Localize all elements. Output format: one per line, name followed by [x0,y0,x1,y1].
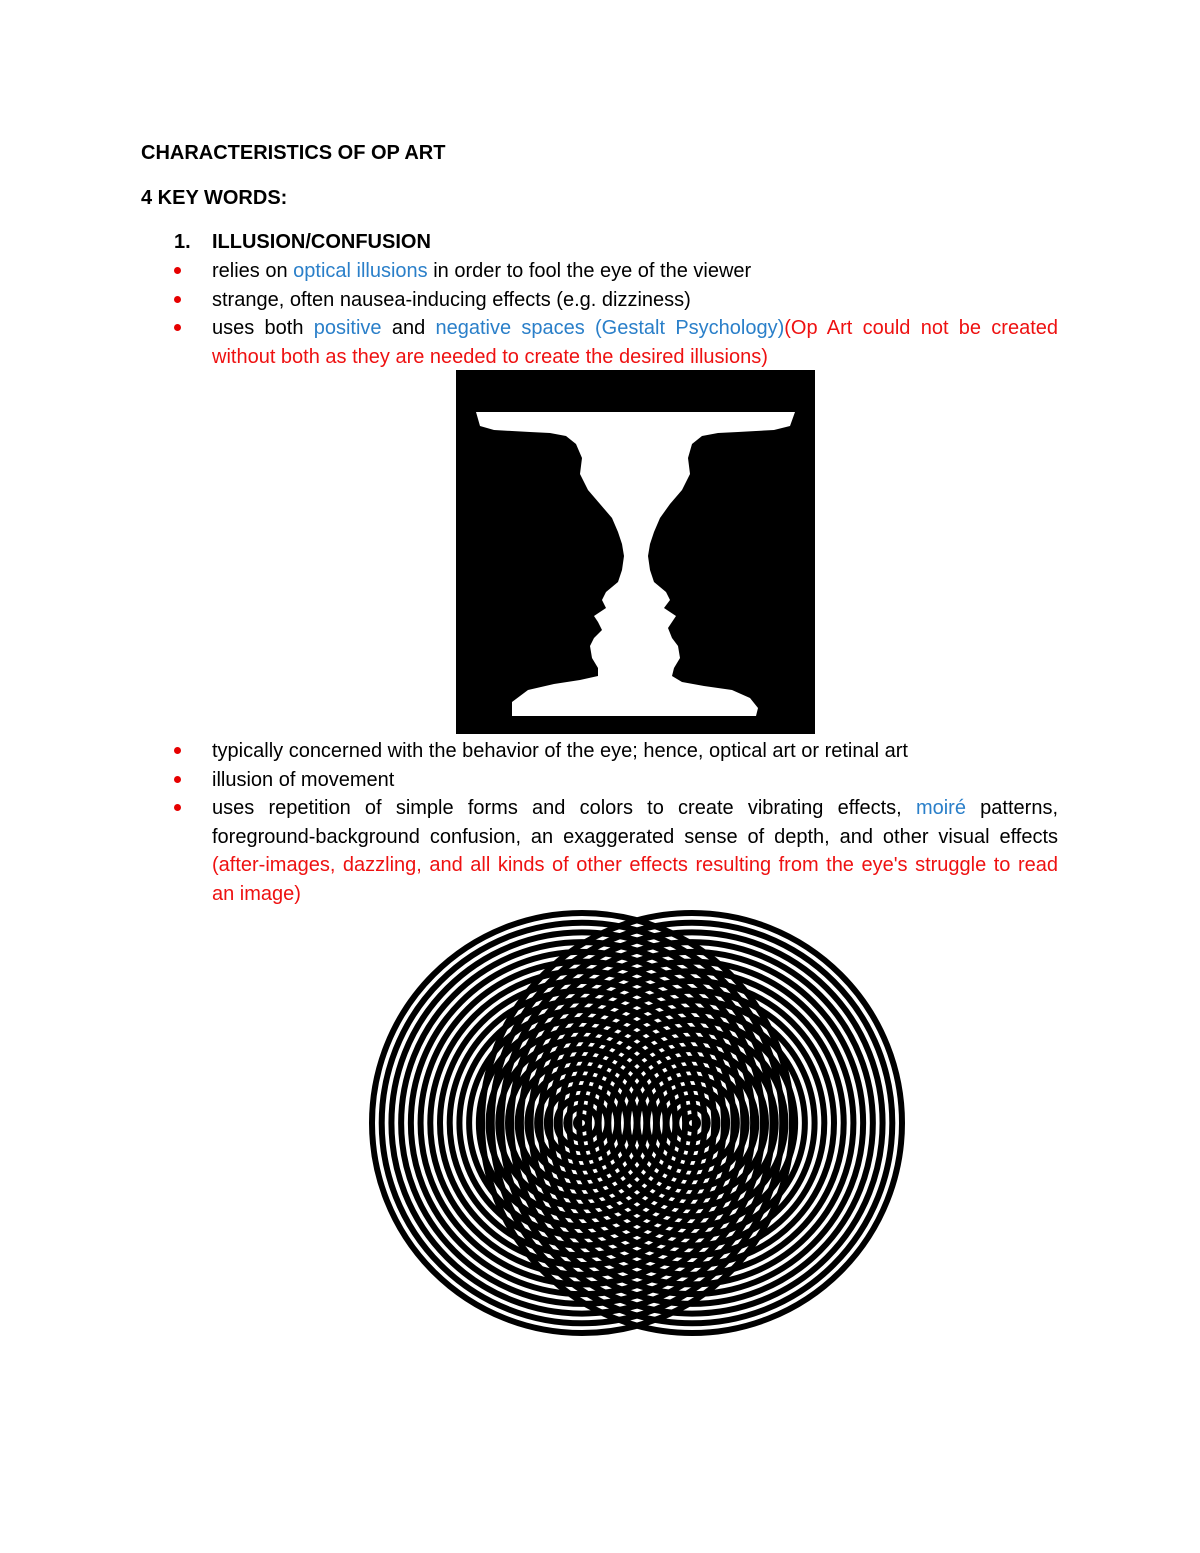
bullet-icon [174,747,181,754]
note-red: (after-images, dazzling, and all kinds of other effects resulting from the eye's struggle to read an image) [212,854,1058,905]
page-title: CHARACTERISTICS OF OP ART [141,142,446,164]
bullet-icon [174,776,181,783]
bullet-list-eye [174,737,1058,908]
term-negative-spaces: negative spaces (Gestalt Psychology) [435,317,785,339]
subtitle: 4 KEY WORDS: [141,187,288,209]
section-heading [174,231,431,254]
term-optical-illusions: optical illusions [293,260,428,282]
section-title: ILLUSION/CONFUSION [212,231,431,253]
list-item: uses both positive and negative spaces (Gestalt Psychology)(Op Art could not be created without both as they are needed to create the desired illusions) [174,314,1058,371]
list-item: illusion of movement [174,766,1058,795]
list-item: relies on optical illusions in order to fool the eye of the viewer [174,257,1058,286]
bullet-icon [174,296,181,303]
bullet-list-illusion [174,257,1058,371]
moire-pattern-image [368,906,906,1340]
list-item: uses repetition of simple forms and colors to create vibrating effects, moiré patterns, foreground-background confusion, an exaggerated sense of depth, and other visual effects (after-images, dazzling, and all kinds of other effects resulting from the eye's struggle to read an image) [174,794,1058,908]
bullet-icon [174,804,181,811]
note-red: (Op Art could not be created without both as they are needed to create the desired illusions) [212,317,1059,368]
rubin-vase-image [456,370,815,734]
section-number: 1. [174,231,191,253]
bullet-icon [174,267,181,274]
bullet-icon [174,324,181,331]
term-positive: positive [313,317,382,339]
list-item: typically concerned with the behavior of the eye; hence, optical art or retinal art [174,737,1058,766]
term-moire: moiré [915,797,966,819]
list-item: strange, often nausea-inducing effects (e.g. dizziness) [174,286,1058,315]
